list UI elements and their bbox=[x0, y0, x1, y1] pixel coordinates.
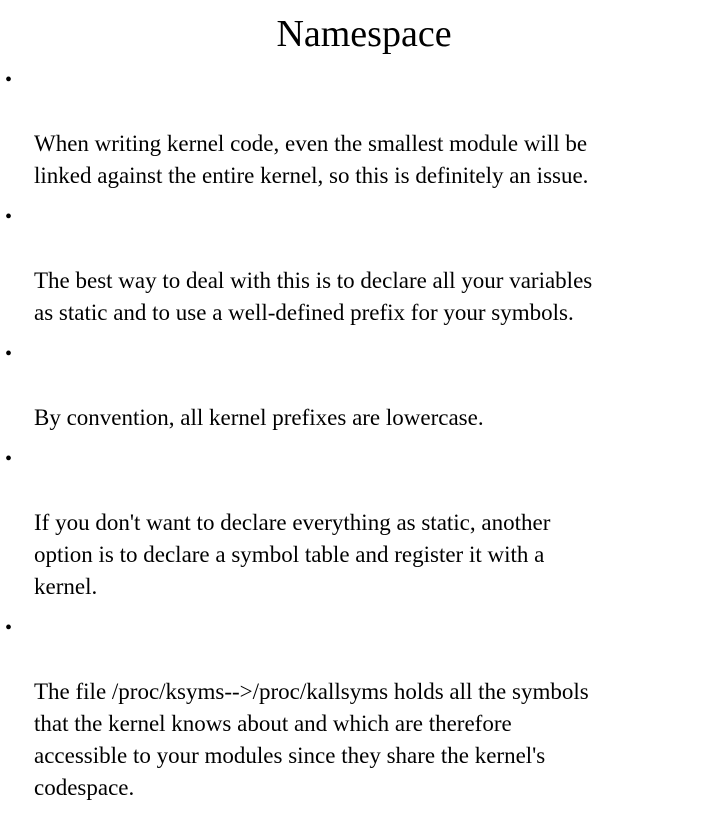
bullet-dot-icon: • bbox=[5, 206, 13, 228]
bullet-list bbox=[0, 64, 726, 813]
bullet-text: The file /proc/ksyms-->/proc/kallsyms holds all the symbols that the kernel knows about and which are therefore accessible to your modules since they share the kernel's codespace. bbox=[34, 679, 589, 800]
bullet-item bbox=[0, 443, 726, 603]
slide-title: Namespace bbox=[276, 13, 452, 55]
bullet-text: By convention, all kernel prefixes are lowercase. bbox=[34, 405, 484, 430]
bullet-item bbox=[0, 612, 726, 804]
bullet-dot-icon: • bbox=[5, 617, 13, 639]
bullet-dot-icon: • bbox=[5, 448, 13, 470]
bullet-text: The best way to deal with this is to declare all your variables as static and to use a well-defined prefix for your symbols. bbox=[34, 268, 593, 325]
bullet-item bbox=[0, 201, 726, 329]
bullet-text: When writing kernel code, even the smallest module will be linked against the entire kernel, so this is definitely an issue. bbox=[34, 131, 589, 188]
bullet-dot-icon: • bbox=[5, 69, 13, 91]
bullet-dot-icon: • bbox=[5, 343, 13, 365]
bullet-item bbox=[0, 64, 726, 192]
bullet-item bbox=[0, 338, 726, 434]
bullet-text: If you don't want to declare everything as static, another option is to declare a symbol table and register it with a kernel. bbox=[34, 510, 551, 599]
